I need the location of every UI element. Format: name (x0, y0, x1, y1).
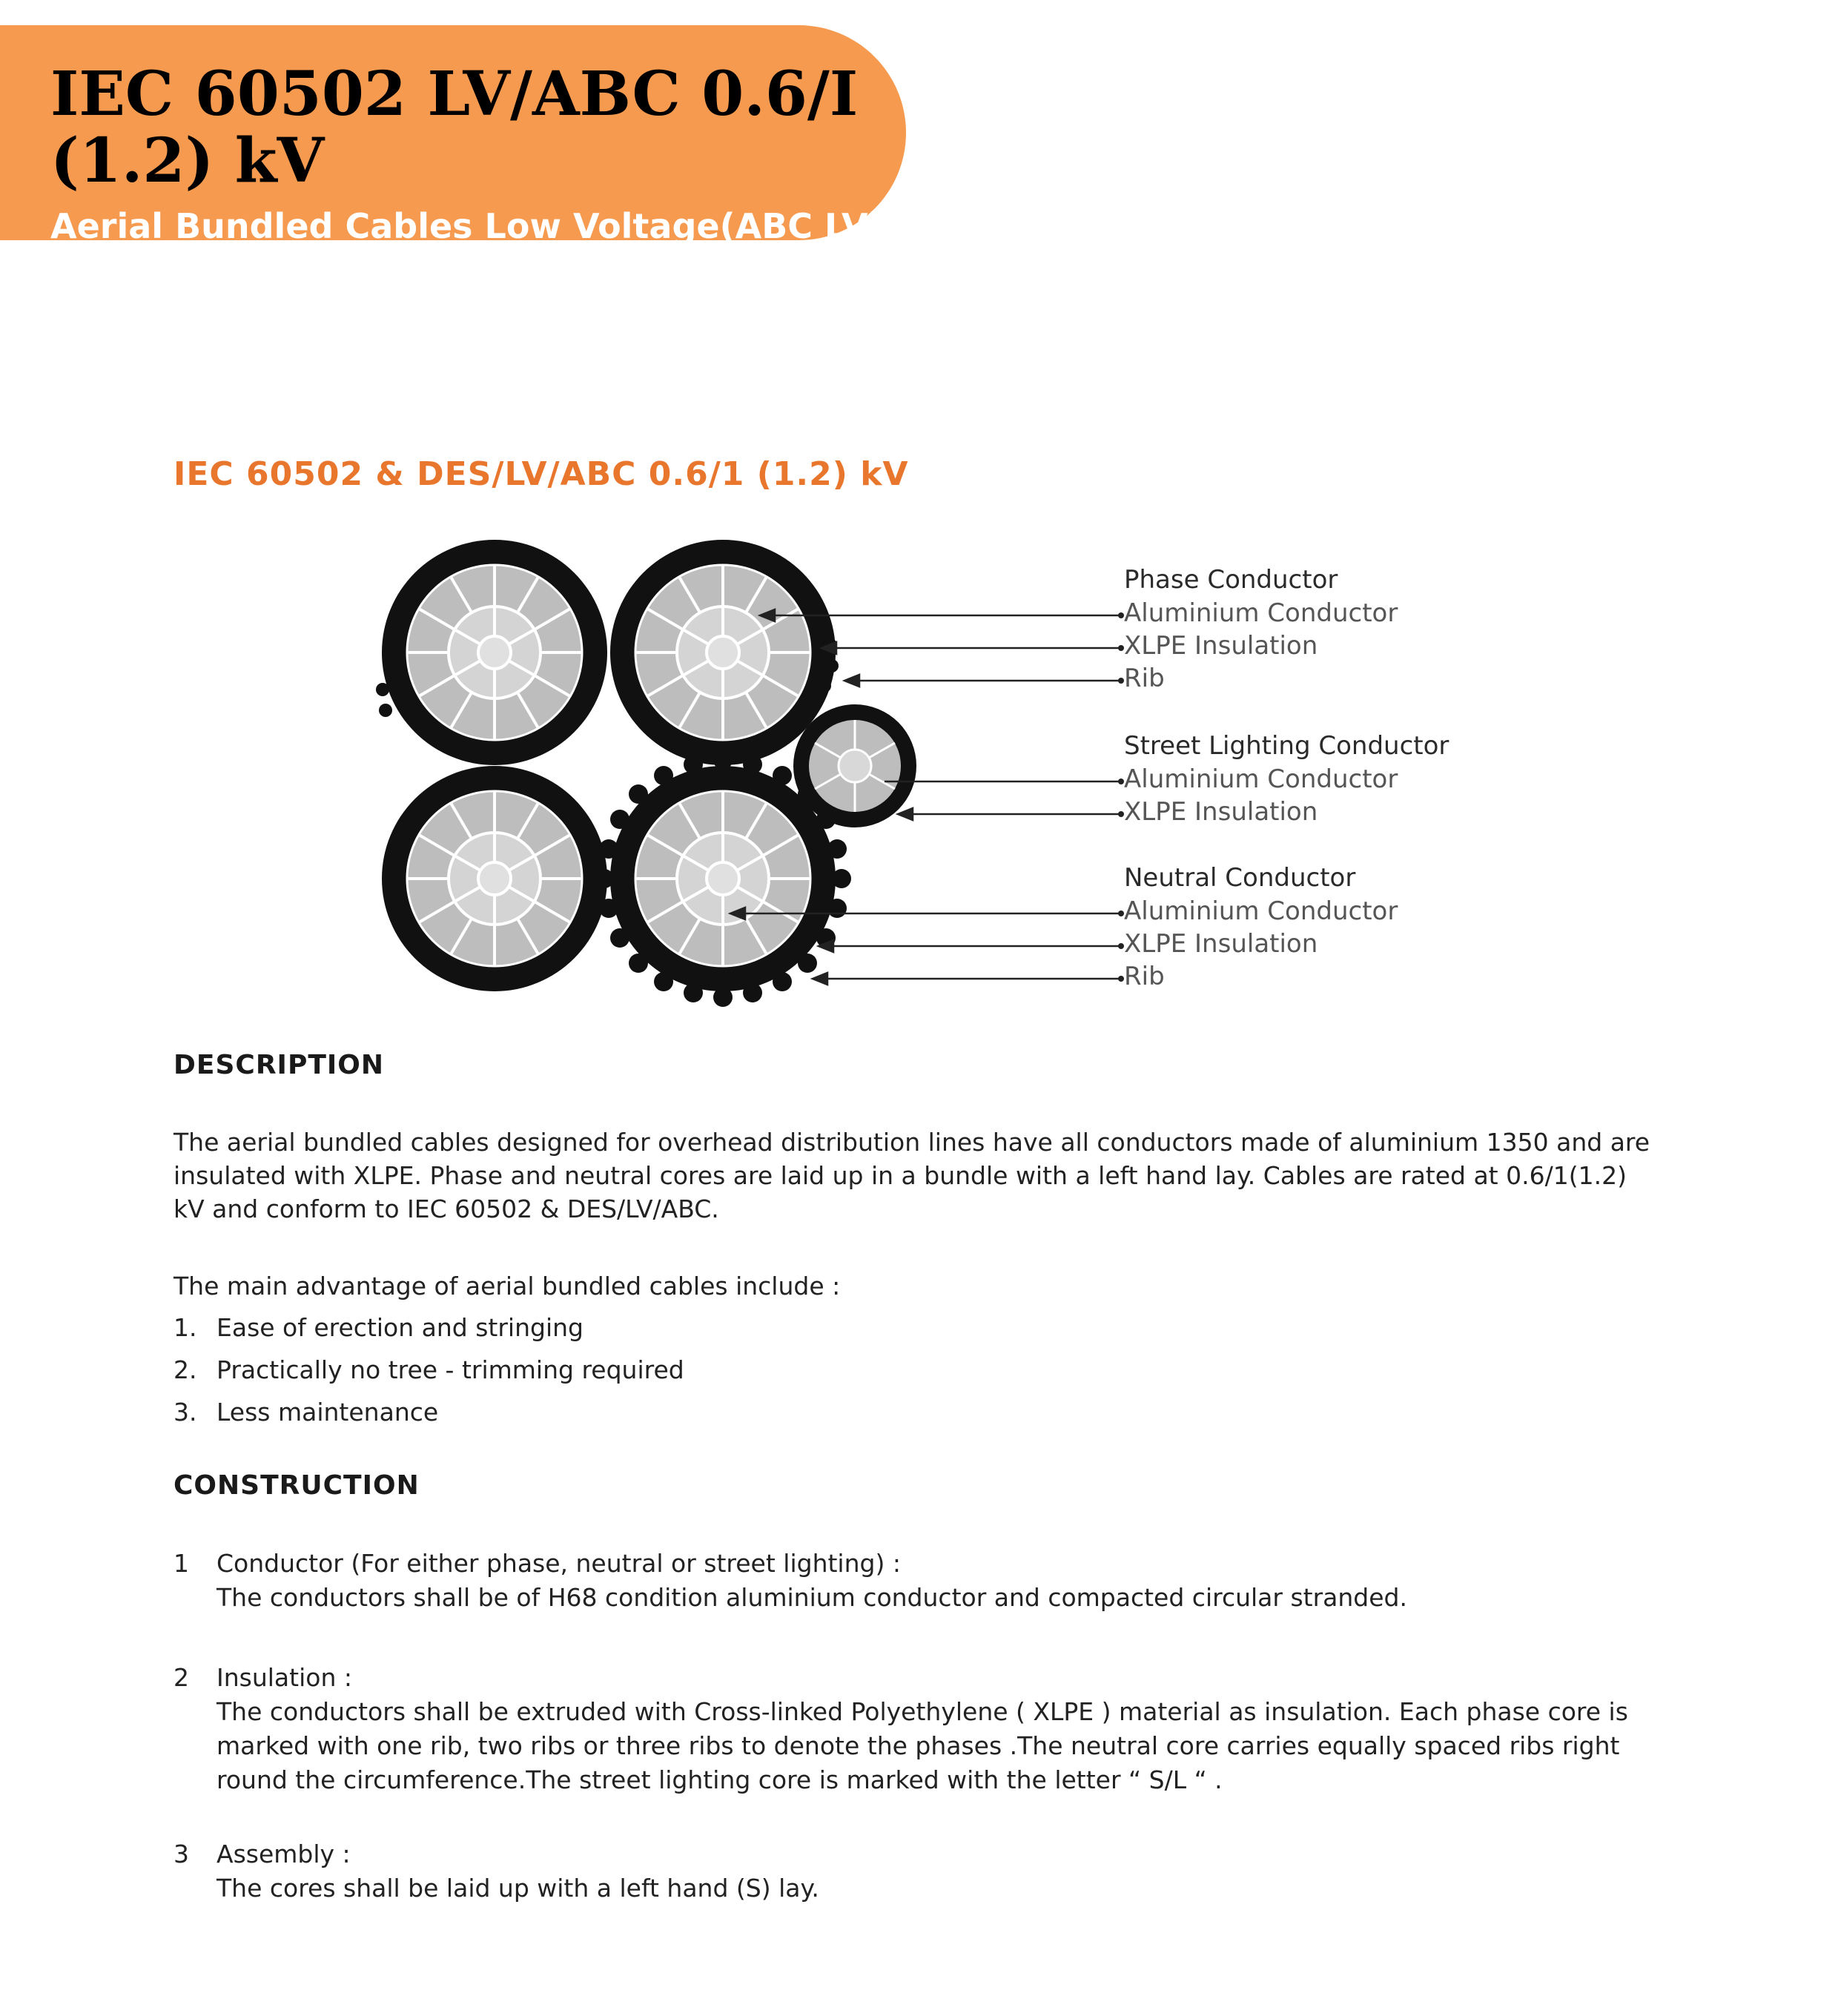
header-banner (0, 25, 906, 246)
list-text: Less maintenance (216, 1398, 439, 1427)
phase-core-1 (376, 540, 607, 765)
description-heading: DESCRIPTION (173, 1050, 385, 1080)
callout-item: Rib (1124, 962, 1165, 991)
callout-neutral-conductor (1124, 862, 1398, 993)
street-lighting-core (793, 704, 916, 827)
description-paragraph: The aerial bundled cables designed for overhead distribution lines have all conductors made of aluminium 1350 and are insulated with XLPE. Phase and neutral cores are laid up in a bundle with a left hand lay. Cables are rated at 0.6/1(1.2) kV and conform to IEC 60502 & DES/LV/ABC. (173, 1128, 1650, 1223)
construction-heading: CONSTRUCTION (173, 1470, 420, 1501)
advantages-intro: The main advantage of aerial bundled cables include : (173, 1272, 841, 1301)
callout-item: Aluminium Conductor (1124, 764, 1398, 794)
callout-street-lighting-conductor (1124, 730, 1449, 828)
callout-item: XLPE Insulation (1124, 797, 1318, 827)
callout-heading: Phase Conductor (1124, 565, 1338, 595)
callout-heading: Neutral Conductor (1124, 863, 1356, 893)
construction-item-heading: Conductor (For either phase, neutral or street lighting) : (216, 1549, 901, 1578)
construction-item-heading: Insulation : (216, 1663, 352, 1692)
list-number: 2. (173, 1355, 197, 1384)
list-text: Practically no tree - trimming required (216, 1355, 684, 1384)
construction-item-body: The conductors shall be extruded with Cross-linked Polyethylene ( XLPE ) material as insulation. Each phase core is marked with one rib, two ribs or three ribs to denote the phases .The neutral core carries equally spaced ribs right round the circumference.The street lighting core is marked with the letter “ S/L “ . (216, 1697, 1628, 1794)
construction-item-body: The conductors shall be of H68 condition aluminium conductor and compacted circular stranded. (216, 1583, 1407, 1612)
callout-item: XLPE Insulation (1124, 631, 1318, 661)
construction-number: 3 (173, 1840, 189, 1868)
list-number: 1. (173, 1313, 197, 1342)
callout-item: XLPE Insulation (1124, 929, 1318, 959)
callout-item: Aluminium Conductor (1124, 896, 1398, 926)
callout-heading: Street Lighting Conductor (1124, 731, 1449, 761)
construction-item-heading: Assembly : (216, 1840, 351, 1868)
callout-item: Aluminium Conductor (1124, 598, 1398, 628)
cable-cross-section-diagram (371, 534, 1127, 1016)
product-title: IEC 60502 & DES/LV/ABC 0.6/1 (1.2) kV (173, 455, 909, 493)
list-text: Ease of erection and stringing (216, 1313, 584, 1342)
construction-number: 2 (173, 1663, 189, 1692)
page-subtitle: Aerial Bundled Cables Low Voltage(ABC LV) (50, 206, 884, 246)
construction-item-body: The cores shall be laid up with a left hand (S) lay. (216, 1874, 819, 1903)
construction-number: 1 (173, 1549, 189, 1578)
list-number: 3. (173, 1398, 197, 1427)
page-title: IEC 60502 LV/ABC 0.6/I (1.2) kV (50, 59, 859, 196)
callout-item: Rib (1124, 664, 1165, 693)
callout-phase-conductor (1124, 564, 1398, 695)
phase-core-3 (382, 766, 607, 991)
